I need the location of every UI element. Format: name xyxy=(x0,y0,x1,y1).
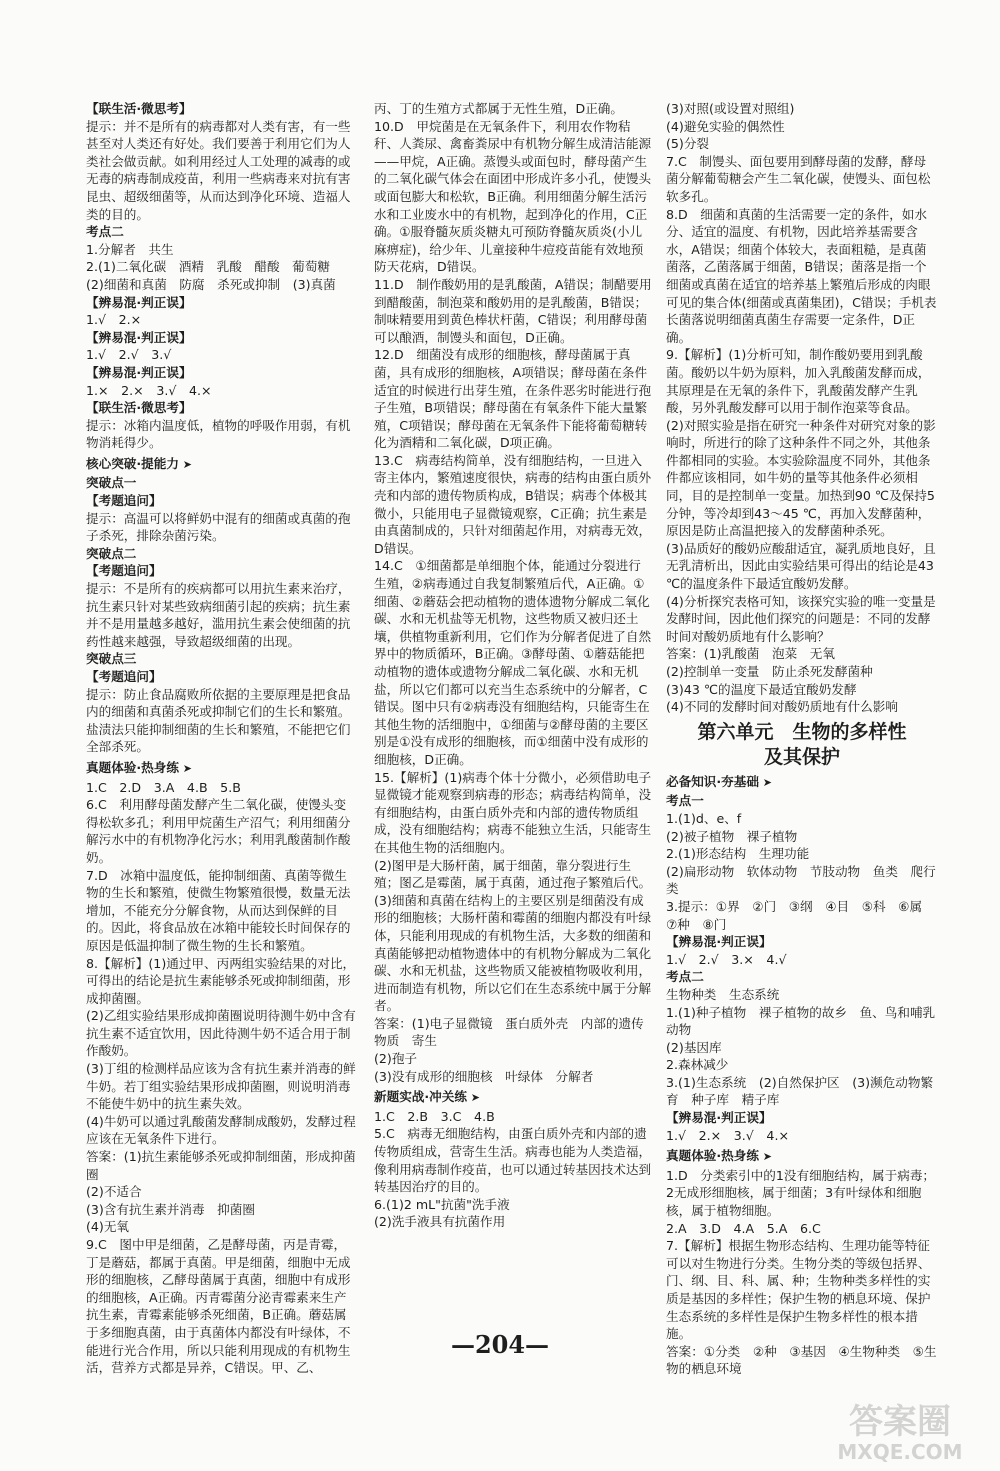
answer-text: 7.D 冰箱中温度低，能抑制细菌、真菌等微生物的生长和繁殖，使微生物繁殖很慢，数量无法增加，不能充分分解食物，从而达到保鲜的目的。因此，将食品放在冰箱中能较长时间保存的原因是低温抑制了微生物的生长和繁殖。 xyxy=(86,867,351,953)
answer-text: 6.(1)2 mL"抗菌"洗手液 xyxy=(374,1196,510,1212)
subheading: 【联生活·微思考】 xyxy=(86,400,192,416)
answer-text: (2)对照实验是指在研究一种条件对研究对象的影响时，所进行的除了这种条件不同之外，其他条件都相同的实验。本实验除温度不同外，其他条件都应该相同，如牛奶的量等其他条件必须相同，目的是控制单一变量。加热到90 ℃及保持5分钟，等冷却到43～45 ℃，再加入发酵菌种，原因是防止高温把接入的发酵菌种杀死。 xyxy=(666,417,936,539)
column-right-top xyxy=(666,100,938,716)
column-right-bottom xyxy=(666,773,938,1378)
answer-text: 提示：高温可以将鲜奶中混有的细菌或真菌的孢子杀死，排除杂菌污染。 xyxy=(86,510,351,544)
answer-text: 1.× 2.× 3.√ 4.× xyxy=(86,382,212,398)
subheading: 【辨易混·判正误】 xyxy=(666,1110,772,1126)
answer-text: 答案：(1)抗生素能够杀死或抑制细菌，形成抑菌圈 xyxy=(86,1149,356,1182)
answer-text: (3)对照(或设置对照组) xyxy=(666,101,795,116)
answer-text: (3)43 ℃的温度下最适宜酸奶发酵 xyxy=(666,681,857,697)
answer-text: 1.√ 2.√ 3.× 4.√ xyxy=(666,951,787,967)
answer-text: 9.【解析】(1)分析可知，制作酸奶要用到乳酸菌。酸奶以牛奶为原料，加入乳酸菌发酵而成，其原理是在无氧的条件下，乳酸菌发酵产生乳酸，另外乳酸发酵可以用于制作泡菜等食品。 xyxy=(666,347,931,416)
answer-text: 答案：(1)乳酸菌 泡菜 无氧 xyxy=(666,646,835,662)
answer-text: 提示：并不是所有的病毒都对人类有害，有一些甚至对人类还有好处。我们要善于利用它们为人类社会做贡献。如利用经过人工处理的减毒的或无毒的病毒制成疫苗，利用一些病毒来对抗有害昆虫、超级细菌等，从而达到净化环境、造福人类的目的。 xyxy=(86,118,351,222)
answer-text: 1.√ 2.× xyxy=(86,312,142,328)
answer-text: (3)没有成形的细胞核 叶绿体 分解者 xyxy=(374,1068,594,1084)
section-heading: 核心突破·提能力 ➤ xyxy=(86,455,356,474)
answer-text: 1.C 2.D 3.A 4.B 5.B xyxy=(86,779,241,795)
answer-text: (2)被子植物 裸子植物 xyxy=(666,828,798,844)
answer-text: 2.森林减少 xyxy=(666,1057,729,1073)
subheading: 考点二 xyxy=(666,969,704,985)
answer-text: 1.(1)d、e、f xyxy=(666,810,742,826)
answer-text: (4)避免实验的偶然性 xyxy=(666,118,785,134)
answer-text: 14.C ①细菌都是单细胞个体，能通过分裂进行生殖，②病毒通过自我复制繁殖后代，A正确。①细菌、②蘑菇会把动植物的遗体遗物分解成二氧化碳、水和无机盐等无机物，这些物质又被归还土壤，供植物重新利用，它们作为分解者促进了自然界中的物质循环，B正确。③酵母菌、①蘑菇能把动植物的遗体或遗物分解成二氧化碳、水和无机盐，所以它们都可以充当生态系统中的分解者，C错误。图中只有②病毒没有细胞结构，只能寄生在其他生物的活细胞中，①细菌与②酵母菌的主要区别是①没有成形的细胞核，而①细菌中没有成形的细胞核，D正确。 xyxy=(374,558,652,767)
watermark-logo xyxy=(815,1395,985,1465)
subheading: 【考题追问】 xyxy=(86,493,162,509)
answer-text: 2.(1)二氧化碳 酒精 乳酸 醋酸 葡萄糖 (2)细菌和真菌 防腐 杀死或抑制 (3)真菌 xyxy=(86,259,343,292)
answer-text: 6.C 利用酵母菌发酵产生二氧化碳，使馒头变得松软多孔；利用甲烷菌生产沼气；利用细菌分解污水中的有机物净化污水；利用乳酸菌制作酸奶。 xyxy=(86,797,351,865)
answer-text: (4)分析探究表格可知，该探究实验的唯一变量是发酵时间，因此他们探究的问题是：不同的发酵时间对酸奶质地有什么影响？ xyxy=(666,593,936,644)
answer-text: 1.分解者 共生 xyxy=(86,241,174,257)
answer-text: (2)孢子 xyxy=(374,1051,418,1067)
answer-text: 提示：冰箱内温度低，植物的呼吸作用弱，有机物消耗得少。 xyxy=(86,417,351,451)
answer-text: (3)细菌和真菌在结构上的主要区别是细菌没有成形的细胞核；大肠杆菌和霉菌的细胞内都没有叶绿体，只能利用现成的有机物生活，大多数的细菌和真菌能够把动植物遗体中的有机物分解成为二氧化碳、水和无机盐，这些物质又能被植物吸收利用，进而制造有机物，所以它们在生态系统中属于分解者。 xyxy=(374,892,652,1014)
subheading: 突破点三 xyxy=(86,651,137,667)
subheading: 【联生活·微思考】 xyxy=(86,101,192,116)
answer-text: 7.C 制馒头、面包要用到酵母菌的发酵，酵母菌分解葡萄糖会产生二氧化碳，使馒头、面包松软多孔。 xyxy=(666,153,931,204)
subheading: 考点一 xyxy=(666,793,704,809)
answer-text: (5)分裂 xyxy=(666,136,710,152)
answer-text: 8.D 细菌和真菌的生活需要一定的条件，如水分、适宜的温度、有机物，因此培养基需要含水，A错误；细菌个体较大，表面粗糙，是真菌菌落，乙菌落属于细菌，B错误；菌落是指一个细菌或真菌在适宜的培养基上繁殖后形成的肉眼可见的集合体(细菌或真菌集团)，C错误；手机表长菌落说明细菌真菌生存需要一定条件，D正确。 xyxy=(666,206,937,345)
answer-text: 11.D 制作酸奶用的是乳酸菌，A错误；制醋要用到醋酸菌，制泡菜和酸奶用的是乳酸菌，B错误；制味精要用到黄色棒状杆菌，C错误；利用酵母菌可以酿酒，制馒头和面包，D正确。 xyxy=(374,276,652,345)
answer-text: 提示：防止食品腐败所依据的主要原理是把食品内的细菌和真菌杀死或抑制它们的生长和繁殖。盐渍法只能抑制细菌的生长和繁殖，不能把它们全部杀死。 xyxy=(86,686,351,755)
subheading: 突破点一 xyxy=(86,475,137,491)
answer-text: 丙、丁的生殖方式都属于无性生殖，D正确。 xyxy=(374,101,623,116)
subheading: 考点二 xyxy=(86,224,124,240)
subheading: 【辨易混·判正误】 xyxy=(86,329,192,345)
answer-text: (3)丁组的检测样品应该为含有抗生素并消毒的鲜牛奶。若丁组实验结果形成抑菌圈，则说明消毒不能使牛奶中的抗生素失效。 xyxy=(86,1061,356,1112)
column-middle xyxy=(374,100,652,1231)
answer-text: 9.C 图中甲是细菌，乙是酵母菌，丙是青霉，丁是蘑菇，都属于真菌。甲是细菌，细胞中无成形的细胞核，乙酵母菌属于真菌，细胞中有成形的细胞核，A正确。丙青霉菌分泌青霉素来生产抗生素，青霉素能够杀死细菌，B正确。蘑菇属于多细胞真菌，由于真菌体内都没有叶绿体，不能进行光合作用，所以只能利用现成的有机物生活，营养方式都是异养，C错误。甲、乙、 xyxy=(86,1237,351,1376)
answer-text: 10.D 甲烷菌是在无氧条件下，利用农作物秸秆、人粪尿、禽畜粪尿中有机物分解生成清洁能源——甲烷，A正确。蒸馒头或面包时，酵母菌产生的二氧化碳气体会在面团中形成许多小孔，使馒头或面包膨大和松软，B正确。利用细菌分解生活污水和工业废水中的有机物，起到净化的作用，C正确。①服脊髓灰质炎糖丸可预防脊髓灰质炎(小儿麻痹症)，给少年、儿童接种牛痘疫苗能有效地预防天花病，D错误。 xyxy=(374,118,652,275)
answer-text: (4)不同的发酵时间对酸奶质地有什么影响 xyxy=(666,699,898,715)
answer-text: (2)控制单一变量 防止杀死发酵菌种 xyxy=(666,664,873,679)
subheading: 突破点二 xyxy=(86,545,137,561)
unit-title xyxy=(666,720,938,770)
answer-text: 15.【解析】(1)病毒个体十分微小，必须借助电子显微镜才能观察到病毒的形态；病毒结构简单，没有细胞结构，由蛋白质外壳和内部的遗传物质组成，没有细胞结构；病毒不能独立生活，只能寄生在其他生物的活细胞内。 xyxy=(374,769,652,855)
answer-text: 13.C 病毒结构简单，没有细胞结构，一旦进入寄主体内，繁殖速度很快，病毒的结构由蛋白质外壳和内部的遗传物质构成，B错误；病毒个体极其微小，只能用电子显微镜观察，C正确；抗生素是由真菌制成的，只针对细菌起作用，对病毒无效，D错误。 xyxy=(374,452,652,556)
answer-text: (4)牛奶可以通过乳酸菌发酵制成酸奶，发酵过程应该在无氧条件下进行。 xyxy=(86,1113,356,1147)
answer-text: 2.(1)形态结构 生理功能 xyxy=(666,846,810,862)
subheading: 【辨易混·判正误】 xyxy=(86,294,192,310)
subheading: 【辨易混·判正误】 xyxy=(86,364,192,380)
answer-text: 8.【解析】(1)通过甲、丙两组实验结果的对比，可得出的结论是抗生素能够杀死或抑制细菌，形成抑菌圈。 xyxy=(86,955,356,1006)
answer-text: 提示：不是所有的疾病都可以用抗生素来治疗，抗生素只针对某些致病细菌引起的疾病；抗生素并不是用量越多越好，滥用抗生素会使细菌的抗药性越来越强，导致超级细菌的出现。 xyxy=(86,581,351,649)
page-number: —204— xyxy=(450,1330,550,1359)
answer-text: 答案：(1)电子显微镜 蛋白质外壳 内部的遗传物质 寄生 xyxy=(374,1015,644,1049)
answer-text: 12.D 细菌没有成形的细胞核，酵母菌属于真菌，具有成形的细胞核，A项错误；酵母菌在条件适宜的时候进行出芽生殖，在条件恶劣时能进行孢子生殖，B项错误；酵母菌在有氧条件下能大量繁殖，C项错误；酵母菌在无氧条件下能将葡萄糖转化为酒精和二氧化碳，D项正确。 xyxy=(374,347,652,451)
section-heading: 新题实战·冲关练 ➤ xyxy=(374,1088,652,1107)
section-heading: 真题体验·热身练 ➤ xyxy=(86,759,356,778)
column-left xyxy=(86,100,356,1377)
answer-text: (2)不适合 xyxy=(86,1184,142,1200)
answer-text: 1.C 2.B 3.C 4.B xyxy=(374,1108,495,1124)
unit-title-line-2: 及其保护 xyxy=(763,745,840,768)
section-heading: 必备知识·夯基础 ➤ xyxy=(666,773,938,792)
answer-text: (2)图甲是大肠杆菌，属于细菌，靠分裂进行生殖；图乙是霉菌，属于真菌，通过孢子繁殖后代。 xyxy=(374,857,652,891)
answer-text: 7.【解析】根据生物形态结构、生理功能等特征可以对生物进行分类。生物分类的等级包括界、门、纲、目、科、属、种；生物种类多样性的实质是基因的多样性；保护生物的栖息环境、保护生态系统的多样性是保护生物多样性的根本措施。 xyxy=(666,1238,931,1342)
answer-text: (2)洗手液具有抗菌作用 xyxy=(374,1214,506,1230)
watermark-url: MXQE.COM xyxy=(837,1440,963,1464)
answer-text: 3.提示：①界 ②门 ③纲 ④目 ⑤科 ⑥属 ⑦种 ⑧门 xyxy=(666,898,935,932)
answer-text: (3)品质好的酸奶应酸甜适宜，凝乳质地良好，且无乳清析出，因此由实验结果可得出的结论是43 ℃的温度条件下最适宜酸奶发酵。 xyxy=(666,540,936,592)
answer-text: (2)乙组实验结果形成抑菌圈说明待测牛奶中含有抗生素不适宜饮用，因此待测牛奶不适合用于制作酸奶。 xyxy=(86,1008,356,1059)
answer-text: 1.D 分类索引中的1没有细胞结构，属于病毒；2无成形细胞核，属于细菌；3有叶绿体和细胞核，属于植物细胞。 xyxy=(666,1167,936,1219)
subheading: 【考题追问】 xyxy=(86,563,162,579)
answer-text: (4)无氧 xyxy=(86,1219,130,1235)
answer-text: 1.(1)种子植物 裸子植物的故乡 鱼、鸟和哺乳动物 xyxy=(666,1004,936,1038)
answer-text: 生物种类 生态系统 xyxy=(666,986,780,1002)
watermark-text: 答案圈 xyxy=(849,1402,951,1442)
subheading: 【考题追问】 xyxy=(86,669,162,684)
answer-text: 3.(1)生态系统 (2)自然保护区 (3)濒危动物繁育 种子库 精子库 xyxy=(666,1074,934,1108)
answer-text: 答案：①分类 ②种 ③基因 ④生物种类 ⑤生物的栖息环境 xyxy=(666,1343,937,1377)
answer-text: 1.√ 2.√ 3.√ xyxy=(86,347,172,363)
column-right xyxy=(666,100,938,1378)
answer-text: 1.√ 2.× 3.√ 4.× xyxy=(666,1127,789,1143)
answer-text: (2)基因库 xyxy=(666,1039,722,1055)
section-heading: 真题体验·热身练 ➤ xyxy=(666,1147,938,1166)
answer-text: (3)含有抗生素并消毒 抑菌圈 xyxy=(86,1201,255,1217)
subheading: 【辨易混·判正误】 xyxy=(666,934,772,950)
answer-text: (2)扁形动物 软体动物 节肢动物 鱼类 爬行类 xyxy=(666,863,936,897)
answer-text: 5.C 病毒无细胞结构，由蛋白质外壳和内部的遗传物质组成，营寄生生活。病毒也能为人类造福，像利用病毒制作疫苗，也可以通过转基因技术达到转基因治疗的目的。 xyxy=(374,1126,652,1195)
unit-title-line-1: 第六单元 生物的多样性 xyxy=(697,720,907,743)
answer-text: 2.A 3.D 4.A 5.A 6.C xyxy=(666,1220,821,1236)
